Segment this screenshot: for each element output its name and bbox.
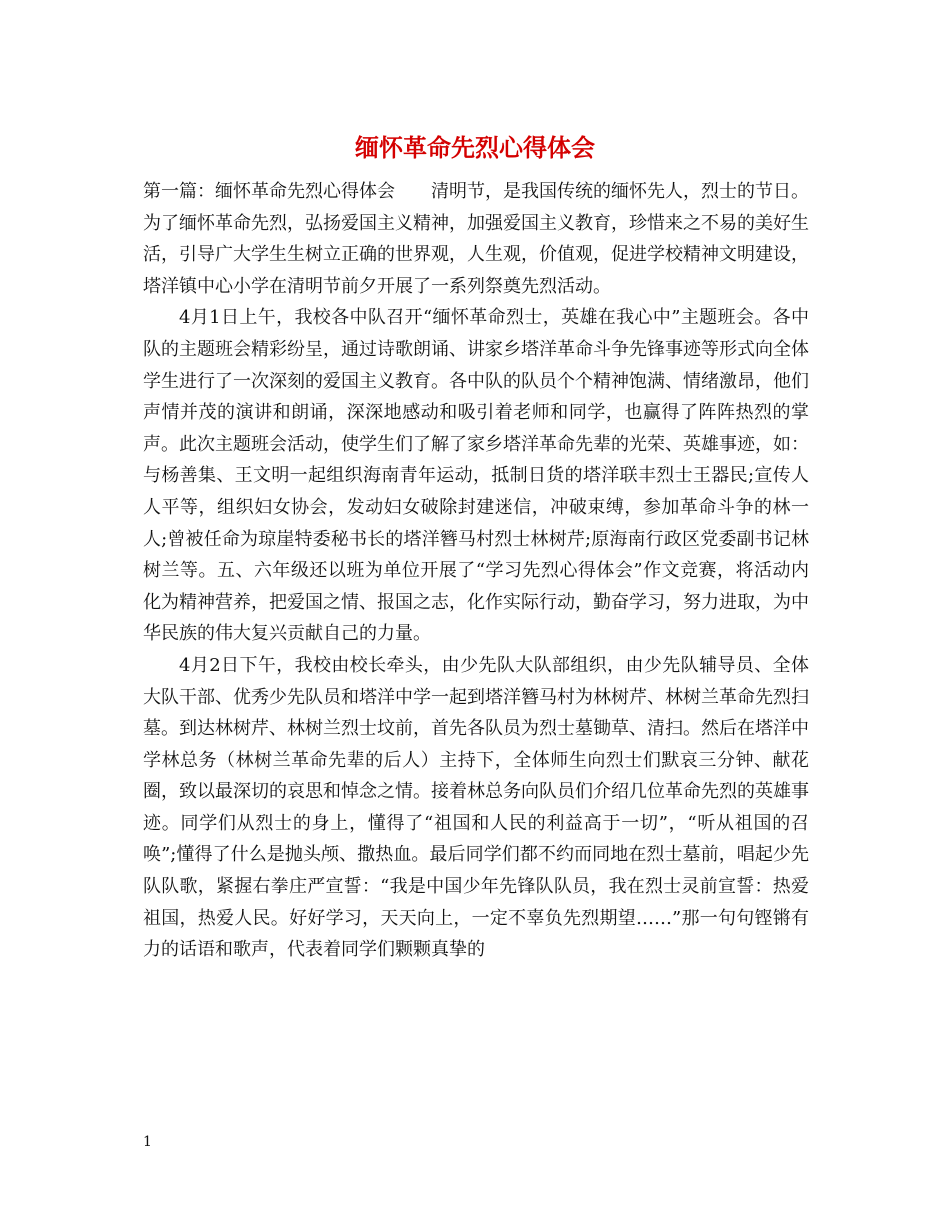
paragraph-1: 第一篇：缅怀革命先烈心得体会 清明节，是我国传统的缅怀先人，烈士的节日。为了缅怀革命先烈，弘扬爱国主义精神，加强爱国主义教育，珍惜来之不易的美好生活，引导广大学生生树立正确的世界观，人生观，价值观，促进学校精神文明建设，塔洋镇中心小学在清明节前夕开展了一系列祭奠先烈活动。: [143, 181, 809, 297]
paragraph-3: 4月2日下午，我校由校长牵头，由少先队大队部组织，由少先队辅导员、全体大队干部、优秀少先队员和塔洋中学一起到塔洋簪马村为林树芹、林树兰革命先烈扫墓。到达林树芹、林树兰烈士坟前，首先各队员为烈士墓锄草、清扫。然后在塔洋中学林总务（林树兰革命先辈的后人）主持下，全体师生向烈士们默哀三分钟、献花圈，致以最深切的哀思和悼念之情。接着林总务向队员们介绍几位革命先烈的英雄事迹。同学们从烈士的身上，懂得了“祖国和人民的利益高于一切”，“听从祖国的召唤”;懂得了什么是抛头颅、撒热血。最后同学们都不约而同地在烈士墓前，唱起少先队队歌，紧握右拳庄严宣誓：“我是中国少年先锋队队员，我在烈士灵前宣誓：热爱祖国，热爱人民。好好学习，天天向上，一定不辜负先烈期望……”那一句句铿锵有力的话语和歌声，代表着同学们颗颗真挚的: [143, 654, 809, 961]
document-body: [143, 176, 809, 966]
paragraph-2: 4月1日上午，我校各中队召开“缅怀革命烈士，英雄在我心中”主题班会。各中队的主题班会精彩纷呈，通过诗歌朗诵、讲家乡塔洋革命斗争先锋事迹等形式向全体学生进行了一次深刻的爱国主义教育。各中队的队员个个精神饱满、情绪激昂，他们声情并茂的演讲和朗诵，深深地感动和吸引着老师和同学，也赢得了阵阵热烈的掌声。此次主题班会活动，使学生们了解了家乡塔洋革命先辈的光荣、英雄事迹，如：与杨善集、王文明一起组织海南青年运动，抵制日货的塔洋联丰烈士王器民;宣传人人平等，组织妇女协会，发动妇女破除封建迷信，冲破束缚，参加革命斗争的林一人;曾被任命为琼崖特委秘书长的塔洋簪马村烈士林树芹;原海南行政区党委副书记林树兰等。五、六年级还以班为单位开展了“学习先烈心得体会”作文竞赛，将活动内化为精神营养，把爱国之情、报国之志，化作实际行动，勤奋学习，努力进取，为中华民族的伟大复兴贡献自己的力量。: [143, 307, 809, 645]
page-number: 1: [143, 1134, 152, 1150]
document-title: 缅怀革命先烈心得体会: [355, 133, 595, 162]
